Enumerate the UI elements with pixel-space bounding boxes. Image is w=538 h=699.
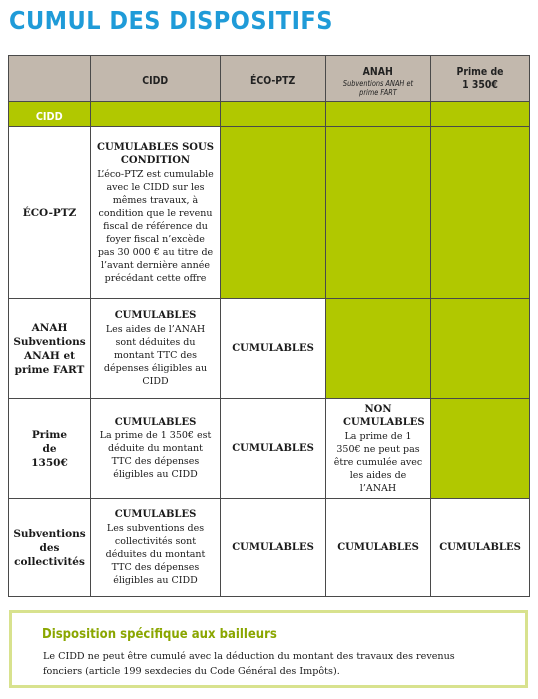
row-prime: [9, 399, 530, 499]
cell-text: Les subventions des collectivités sont déduites du montant TTC des dépenses éligibles au CIDD: [105, 522, 206, 586]
cell-text: La prime de 1 350€ ne peut pas être cumulée avec les aides de l’ANAH: [333, 430, 423, 494]
cell-title: CUMULABLES SOUS CONDITION: [97, 141, 214, 166]
header-prime: Prime de 1 350€: [431, 56, 530, 102]
cell-text: Les aides de l’ANAH sont déduites du montant TTC des dépenses éligibles au CIDD: [103, 323, 208, 387]
row-label-collectivites: Subventions des collectivités: [9, 499, 91, 597]
cell-title: CUMULABLES: [114, 310, 197, 322]
cell-collectivites-eco-ptz: CUMULABLES: [221, 499, 326, 597]
row-label-prime: Prime de 1350€: [9, 399, 91, 499]
box-text: Le CIDD ne peut être cumulé avec la déduction du montant des travaux des revenus fonciers (article 199 sexdecies du Code Général des Impôts).: [43, 651, 455, 677]
header-anah: ANAH Subventions ANAH et prime FART: [326, 56, 431, 102]
row-anah: [9, 299, 530, 399]
cell-empty: [431, 102, 530, 127]
page-title: CUMUL DES DISPOSITIFS: [9, 6, 333, 35]
cell-title: CUMULABLES: [114, 509, 197, 521]
cell-empty: [221, 102, 326, 127]
row-label-cidd: CIDD: [9, 102, 91, 127]
cell-title: CUMULABLES: [114, 416, 197, 428]
cell-empty: [326, 127, 431, 299]
box-title: Disposition spécifique aux bailleurs: [42, 627, 277, 642]
cell-empty: [221, 127, 326, 299]
cell-empty: [91, 102, 221, 127]
cell-eco-ptz-cidd: [91, 127, 221, 299]
cell-title: NON CUMULABLES: [343, 403, 425, 428]
cell-anah-eco-ptz: CUMULABLES: [221, 299, 326, 399]
row-eco-ptz: [9, 127, 530, 299]
cell-prime-eco-ptz: CUMULABLES: [221, 399, 326, 499]
cell-empty: [326, 102, 431, 127]
cell-empty: [431, 127, 530, 299]
header-anah-subtitle: Subventions ANAH et prime FART: [342, 79, 414, 97]
cumul-table: [8, 55, 530, 597]
cell-prime-anah: [326, 399, 431, 499]
header-row: [9, 56, 530, 102]
cell-text: L’éco-PTZ est cumulable avec le CIDD sur les mêmes travaux, à condition que le revenu fiscal de référence du foyer fiscal n’excède pas 30 000 € au titre de l’avant dernière année précédant cette offre: [97, 168, 214, 284]
cell-text: La prime de 1 350€ est déduite du montant TTC des dépenses éligibles au CIDD: [99, 430, 212, 481]
cell-anah-cidd: [91, 299, 221, 399]
cell-collectivites-cidd: [91, 499, 221, 597]
cell-empty: [431, 299, 530, 399]
header-cidd: CIDD: [91, 56, 221, 102]
header-corner: [9, 56, 91, 102]
bailleurs-box: [9, 610, 528, 688]
row-label-eco-ptz: ÉCO-PTZ: [9, 127, 91, 299]
header-eco-ptz: ÉCO-PTZ: [221, 56, 326, 102]
row-cidd: [9, 102, 530, 127]
cell-collectivites-anah: CUMULABLES: [326, 499, 431, 597]
cell-prime-cidd: [91, 399, 221, 499]
row-collectivites: [9, 499, 530, 597]
cell-collectivites-prime: CUMULABLES: [431, 499, 530, 597]
cell-empty: [326, 299, 431, 399]
row-label-anah: ANAH Subventions ANAH et prime FART: [9, 299, 91, 399]
cell-empty: [431, 399, 530, 499]
